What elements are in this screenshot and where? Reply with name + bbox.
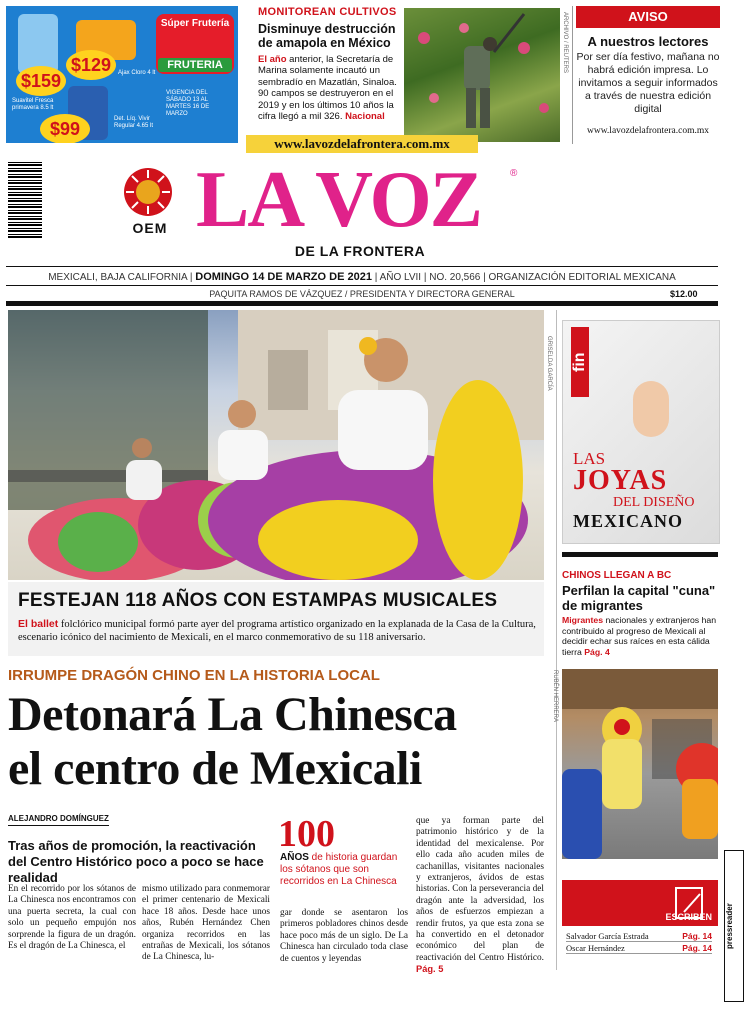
director-line: PAQUITA RAMOS DE VÁZQUEZ / PRESIDENTA Y DIRECTORA GENERAL	[209, 289, 515, 299]
field-worker-photo	[404, 8, 560, 142]
writer-page: Pág. 14	[682, 943, 712, 953]
sun-center-icon	[136, 180, 160, 204]
oem-sun-icon	[124, 168, 172, 216]
ad-item-label: Det. Líq. Vivir Regular 4.65 lt	[114, 116, 154, 129]
caption-text: folclórico municipal formó parte ayer del programa artístico organizado en la explanada de la Casa de la Cultura, escenario icónico del nacimiento de Mexicali, en el marco conmemorativo de su 118 aniversario.	[18, 619, 536, 643]
photo-credit: GRISELDA GARCÍA	[546, 336, 552, 391]
byline: ALEJANDRO DOMÍNGUEZ	[8, 814, 109, 826]
price-tag: $129	[66, 50, 116, 80]
stat-caption	[280, 852, 410, 888]
thick-divider	[562, 552, 718, 557]
brand-subtitle: FRUTERIA	[158, 58, 232, 72]
story-kicker: MONITOREAN CULTIVOS	[258, 6, 397, 18]
page-link[interactable]: Pág. 5	[416, 964, 444, 975]
story-body	[562, 615, 718, 657]
article-column: mismo utilizado para conmemorar el primer centenario de Mexicali hace 18 años. Desde hace unos años, Rubén Hernández Chen organiza recorridos en las entrañas de Mexicali, los sótanos de La Chinesca, lu-	[142, 884, 270, 963]
advertisement-banner[interactable]	[6, 6, 238, 143]
headline-line: el centro de Mexicali	[8, 742, 422, 795]
lion-dance-photo[interactable]	[562, 669, 718, 859]
story-body	[258, 54, 403, 122]
ad-item-label: Ajax Cloro 4 lt	[118, 70, 156, 76]
deck: Tras años de promoción, la reactivación del Centro Histórico poco a poco se hace realidad	[8, 838, 264, 885]
thick-divider	[6, 301, 718, 306]
promo-text: MEXICANO	[573, 511, 683, 531]
year: AÑO LVII	[379, 272, 422, 283]
section-link[interactable]: Nacional	[345, 111, 385, 123]
stat-bold: AÑOS	[280, 852, 309, 863]
story-lead: El año	[258, 54, 287, 65]
writer-name: Salvador García Estrada	[566, 931, 649, 941]
issue-number: NO. 20,566	[429, 272, 481, 283]
column-divider	[556, 310, 557, 970]
price-tag: $99	[40, 114, 90, 143]
promo-title: JOYAS	[573, 465, 668, 496]
divider	[6, 266, 718, 267]
organization: ORGANIZACIÓN EDITORIAL MEXICANA	[488, 272, 676, 283]
aviso-headline: A nuestros lectores	[587, 34, 709, 49]
pressreader-logo: pressreader	[724, 850, 744, 1002]
story-lead: Migrantes	[562, 615, 604, 625]
promo-text: DEL DISEÑO	[613, 495, 695, 510]
barcode	[8, 160, 42, 238]
article-column: gar donde se asentaron los primeros pobladores chinos desde hace poco más de un siglo. De La Chinesca han circulado toda clase de cuentos y leyendas	[280, 908, 408, 964]
divider	[6, 285, 718, 286]
writer-row[interactable]	[566, 931, 712, 942]
field-worker-illustration	[404, 8, 560, 142]
escriben-box	[562, 880, 718, 926]
headline-line: Detonará La Chinesca	[8, 688, 457, 741]
price-tag: $159	[16, 66, 66, 96]
writer-page: Pág. 14	[682, 931, 712, 941]
story-kicker: CHINOS LLEGAN A BC	[562, 570, 672, 581]
dateline: MEXICALI, BAJA CALIFORNIA | DOMINGO 14 DE MARZO DE 2021 | AÑO LVII | NO. 20,566 | ORGANIZACIÓN EDITORIAL MEXICANA	[48, 271, 676, 283]
story-headline[interactable]: Disminuye destrucción de amapola en México	[258, 22, 396, 50]
page-link[interactable]: Pág. 4	[584, 646, 610, 657]
story-text: anterior, la Secretaría de Marina solamente incautó un sembradío en Mazatlán, Sinaloa. 90 campos se destruyeron en el 2019 y en los últimos 10 años la cifra llegó a mil 326.	[258, 54, 397, 123]
cultivos-story[interactable]	[258, 6, 403, 122]
dancers-illustration	[8, 310, 544, 580]
caption-body	[18, 618, 536, 644]
writer-name: Oscar Hernández	[566, 943, 625, 953]
lion-dance-illustration	[562, 669, 718, 859]
escriben-label: ESCRIBEN	[665, 912, 712, 922]
brand-name: Súper Frutería	[160, 18, 230, 29]
newspaper-subtitle: DE LA FRONTERA	[294, 243, 426, 259]
story-text: nacionales y extranjeros han contribuido al progreso de Mexicali al decidir echar sus raíces en esta cálida tierra	[562, 615, 717, 657]
lead-headline[interactable]	[8, 688, 548, 796]
photo-credit: ARCHIVO / REUTERS	[562, 12, 568, 74]
dancers-photo[interactable]	[8, 310, 544, 580]
product-bottle	[18, 14, 58, 74]
ad-item-label: Suavitel Fresca primavera 8.5 lt	[12, 98, 54, 111]
caption-lead: El ballet	[18, 618, 59, 630]
registered-mark: ®	[510, 168, 518, 179]
caption-title[interactable]: FESTEJAN 118 AÑOS CON ESTAMPAS MUSICALES	[18, 590, 498, 611]
price: $12.00	[670, 289, 698, 299]
fin-supplement-promo[interactable]	[562, 320, 720, 544]
oem-logo-text: OEM	[132, 220, 168, 236]
fruteria-logo	[156, 14, 234, 74]
writer-row[interactable]	[566, 943, 712, 954]
lead-kicker: IRRUMPE DRAGÓN CHINO EN LA HISTORIA LOCAL	[8, 667, 380, 684]
hand-image	[633, 381, 669, 437]
top-url-link[interactable]: www.lavozdelafrontera.com.mx	[246, 135, 478, 153]
issue-date: DOMINGO 14 DE MARZO DE 2021	[195, 271, 372, 283]
aviso-tag: AVISO	[576, 6, 720, 28]
aviso-box	[576, 6, 720, 136]
article-column: En el recorrido por los sótanos de La Chinesca nos encontramos con una puerta secreta, la cual con solo un pequeño empujón nos sorprende la figura de un dragón. Es el dragón de La Chinesca, el	[8, 884, 136, 952]
location: MEXICALI, BAJA CALIFORNIA	[48, 272, 188, 283]
article-column	[416, 816, 544, 977]
story-headline[interactable]: Perfilan la capital "cuna" de migrantes	[562, 583, 716, 613]
photo-credit: RUBÉN HERRERA	[552, 670, 558, 723]
fin-logo: fin	[571, 327, 589, 397]
promo-text: LAS	[573, 449, 606, 468]
ad-fine-print: VIGENCIA DEL SÁBADO 13 AL MARTES 16 DE MARZO	[166, 90, 210, 117]
stat-number: 100	[278, 813, 335, 855]
aviso-url[interactable]: www.lavozdelafrontera.com.mx	[586, 126, 710, 136]
column-text: que ya forman parte del patrimonio histórico y de la identidad del mexicalense. Por ello cada año acuden miles de cachanillas, visitantes nacionales y extranjeros, ávidos de estas historias. Con la perseverancia del dragón ante la adversidad, los años de esfuerzos empiezan a rendir frutos, ya que esta zona se ha convertido en el detonador económico del plan de reactivación del Centro Histórico.	[416, 816, 544, 963]
newspaper-title[interactable]: LA VOZ	[196, 156, 482, 244]
aviso-body: Por ser día festivo, mañana no habrá edición impresa. Lo invitamos a seguir informados a través de nuestra edición digital	[576, 51, 720, 115]
stat-text: de historia guardan los sótanos que son recorridos en La Chinesca	[280, 852, 398, 887]
column-divider	[572, 6, 573, 144]
